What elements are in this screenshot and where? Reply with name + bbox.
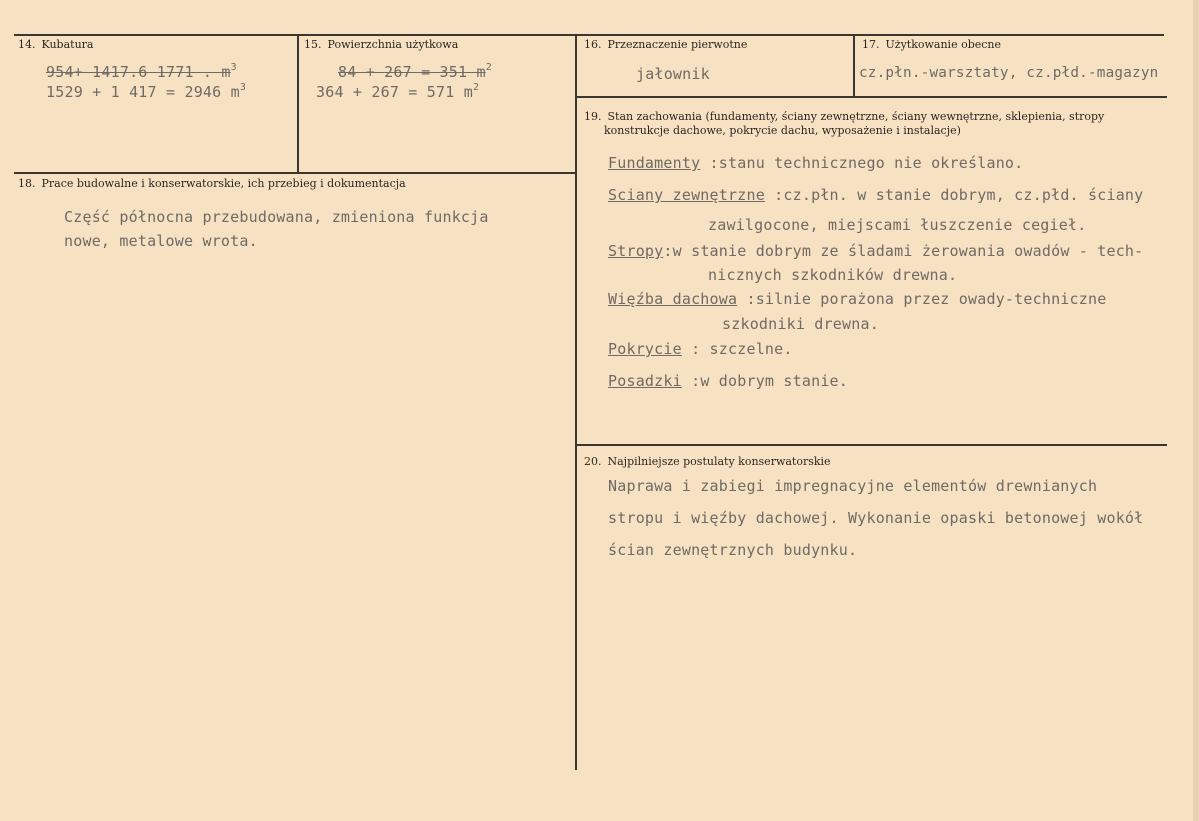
field-18-line-1: Część północna przebudowana, zmieniona funkcja [64, 208, 489, 226]
field-20-line-3: ścian zewnętrznych budynku. [608, 541, 858, 559]
field-20-line-2: stropu i więźby dachowej. Wykonanie opaski betonowej wokół [608, 509, 1144, 527]
condition-fundamenty: Fundamenty :stanu technicznego nie określano. [608, 154, 1024, 172]
condition-stropy-cont: nicznych szkodników drewna. [708, 266, 958, 284]
field-14-value: 1529 + 1 417 = 2946 $m^3$ [46, 82, 247, 101]
field-17-label: 17. Użytkowanie obecne [862, 38, 1001, 51]
field-16-value: jałownik [636, 65, 710, 83]
condition-wiezba-dachowa: Więźba dachowa :silnie porażona przez owady-techniczne [608, 290, 1107, 308]
field-20-label: 20. Najpilniejsze postulaty konserwatorskie [584, 455, 831, 468]
condition-stropy: Stropy:w stanie dobrym ze śladami żerowania owadów - tech- [608, 242, 1144, 260]
field-20-line-1: Naprawa i zabiegi impregnacyjne elementów drewnianych [608, 477, 1098, 495]
field-15-struck-value: 84 + 267 = 351 $m^2$ [338, 62, 492, 81]
field-16-label: 16. Przeznaczenie pierwotne [584, 38, 748, 51]
field-15-label: 15. Powierzchnia użytkowa [304, 38, 459, 51]
rule-above-20 [575, 444, 1167, 446]
condition-sciany-zewnetrzne-cont: zawilgocone, miejscami łuszczenie cegieł. [708, 216, 1087, 234]
field-19-label: 19. Stan zachowania (fundamenty, ściany zewnętrzne, ściany wewnętrzne, sklepienia, stropy [584, 110, 1105, 123]
divider-16-17 [853, 34, 855, 96]
condition-posadzki: Posadzki :w dobrym stanie. [608, 372, 849, 390]
divider-14-15 [297, 34, 299, 172]
condition-wiezba-dachowa-cont: szkodniki drewna. [722, 315, 879, 333]
card-edge [1193, 0, 1199, 821]
field-18-label: 18. Prace budowalne i konserwatorskie, ich przebieg i dokumentacja [18, 177, 406, 190]
rule-under-14-15 [14, 172, 576, 174]
top-rule [14, 34, 1164, 36]
condition-pokrycie: Pokrycie : szczelne. [608, 340, 793, 358]
field-19-label-cont: konstrukcje dachowe, pokrycie dachu, wyposażenie i instalacje) [604, 124, 961, 137]
rule-under-16-17 [575, 96, 1167, 98]
field-17-value: cz.płn.-warsztaty, cz.płd.-magazyn [859, 65, 1159, 81]
condition-sciany-zewnetrzne: Sciany zewnętrzne :cz.płn. w stanie dobrym, cz.płd. ściany [608, 186, 1144, 204]
field-15-value: 364 + 267 = 571 $m^2$ [316, 82, 480, 101]
divider-left-right [575, 34, 577, 770]
field-14-label: 14. Kubatura [18, 38, 94, 51]
field-18-line-2: nowe, metalowe wrota. [64, 232, 258, 250]
field-14-struck-value: 954+ 1417.6 1771 . $m^3$ [46, 62, 237, 81]
